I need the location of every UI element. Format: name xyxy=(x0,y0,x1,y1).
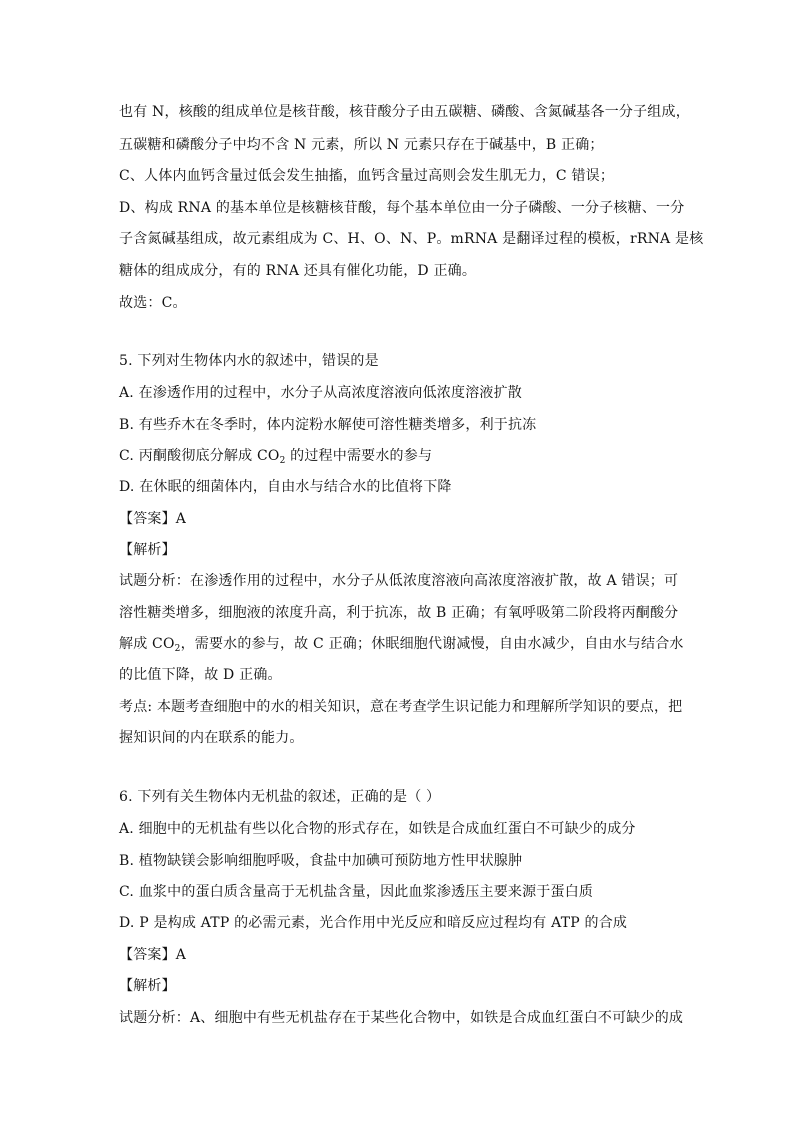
text-line: 也有 N，核酸的组成单位是核苷酸，核苷酸分子由五碳糖、磷酸、含氮碱基各一分子组成， xyxy=(119,104,690,120)
subscript: 2 xyxy=(174,644,181,654)
analysis-text: 溶性糖类增多，细胞液的浓度升高，利于抗冻，故 B 正确；有氧呼吸第二阶段将丙酮酸分 xyxy=(119,605,679,621)
option-d: D. 在休眠的细菌体内，自由水与结合水的比值将下降 xyxy=(119,479,452,495)
option-a: A. 细胞中的无机盐有些以化合物的形式存在，如铁是合成血红蛋白不可缺少的成分 xyxy=(119,821,636,837)
text-line: 糖体的组成成分，有的 RNA 还具有催化功能，D 正确。 xyxy=(119,263,477,279)
analysis-text: 试题分析：A、细胞中有些无机盐存在于某些化合物中，如铁是合成血红蛋白不可缺少的成 xyxy=(119,1010,684,1026)
knowledge-point: 握知识间的内在联系的能力。 xyxy=(119,730,304,746)
text-line: 子含氮碱基组成，故元素组成为 C、H、O、N、P。mRNA 是翻译过程的模板，rRNA 是核 xyxy=(119,231,704,247)
analysis-text-start: 解成 CO xyxy=(119,636,175,652)
analysis-text: 的比值下降，故 D 正确。 xyxy=(119,667,282,683)
question-stem: 6. 下列有关生物体内无机盐的叙述，正确的是（ ） xyxy=(119,789,441,805)
option-c-text: C. 丙酮酸彻底分解成 CO xyxy=(119,448,280,464)
text-line: C、人体内血钙含量过低会发生抽搐，血钙含量过高则会发生肌无力，C 错误； xyxy=(119,168,615,184)
text-line: 五碳糖和磷酸分子中均不含 N 元素，所以 N 元素只存在于碱基中，B 正确； xyxy=(119,137,604,153)
option-b: B. 有些乔木在冬季时，体内淀粉水解使可溶性糖类增多，利于抗冻 xyxy=(119,417,537,433)
option-c-text-end: 的过程中需要水的参与 xyxy=(285,448,433,464)
subscript: 2 xyxy=(279,456,286,466)
answer-label: 【答案】A xyxy=(119,947,187,963)
option-a: A. 在渗透作用的过程中，水分子从高浓度溶液向低浓度溶液扩散 xyxy=(119,385,523,401)
question-stem: 5. 下列对生物体内水的叙述中，错误的是 xyxy=(119,353,379,369)
option-c xyxy=(119,446,432,466)
option-d: D. P 是构成 ATP 的必需元素，光合作用中光反应和暗反应过程均有 ATP 的合成 xyxy=(119,915,628,931)
analysis-label: 【解析】 xyxy=(119,978,176,994)
conclusion-line: 故选：C。 xyxy=(119,295,187,311)
analysis-text xyxy=(119,634,684,654)
option-b: B. 植物缺镁会影响细胞呼吸，食盐中加碘可预防地方性甲状腺肿 xyxy=(119,853,523,869)
text-line: D、构成 RNA 的基本单位是核糖核苷酸，每个基本单位由一分子磷酸、一分子核糖、一分 xyxy=(119,200,685,216)
analysis-text-end: ，需要水的参与，故 C 正确；休眠细胞代谢减慢，自由水减少，自由水与结合水 xyxy=(180,636,684,652)
analysis-label: 【解析】 xyxy=(119,542,176,558)
knowledge-point: 考点: 本题考查细胞中的水的相关知识，意在考查学生识记能力和理解所学知识的要点，把 xyxy=(119,699,683,715)
option-c: C. 血浆中的蛋白质含量高于无机盐含量，因此血浆渗透压主要来源于蛋白质 xyxy=(119,884,594,900)
analysis-text: 试题分析：在渗透作用的过程中，水分子从低浓度溶液向高浓度溶液扩散，故 A 错误；可 xyxy=(119,573,679,589)
answer-label: 【答案】A xyxy=(119,511,187,527)
